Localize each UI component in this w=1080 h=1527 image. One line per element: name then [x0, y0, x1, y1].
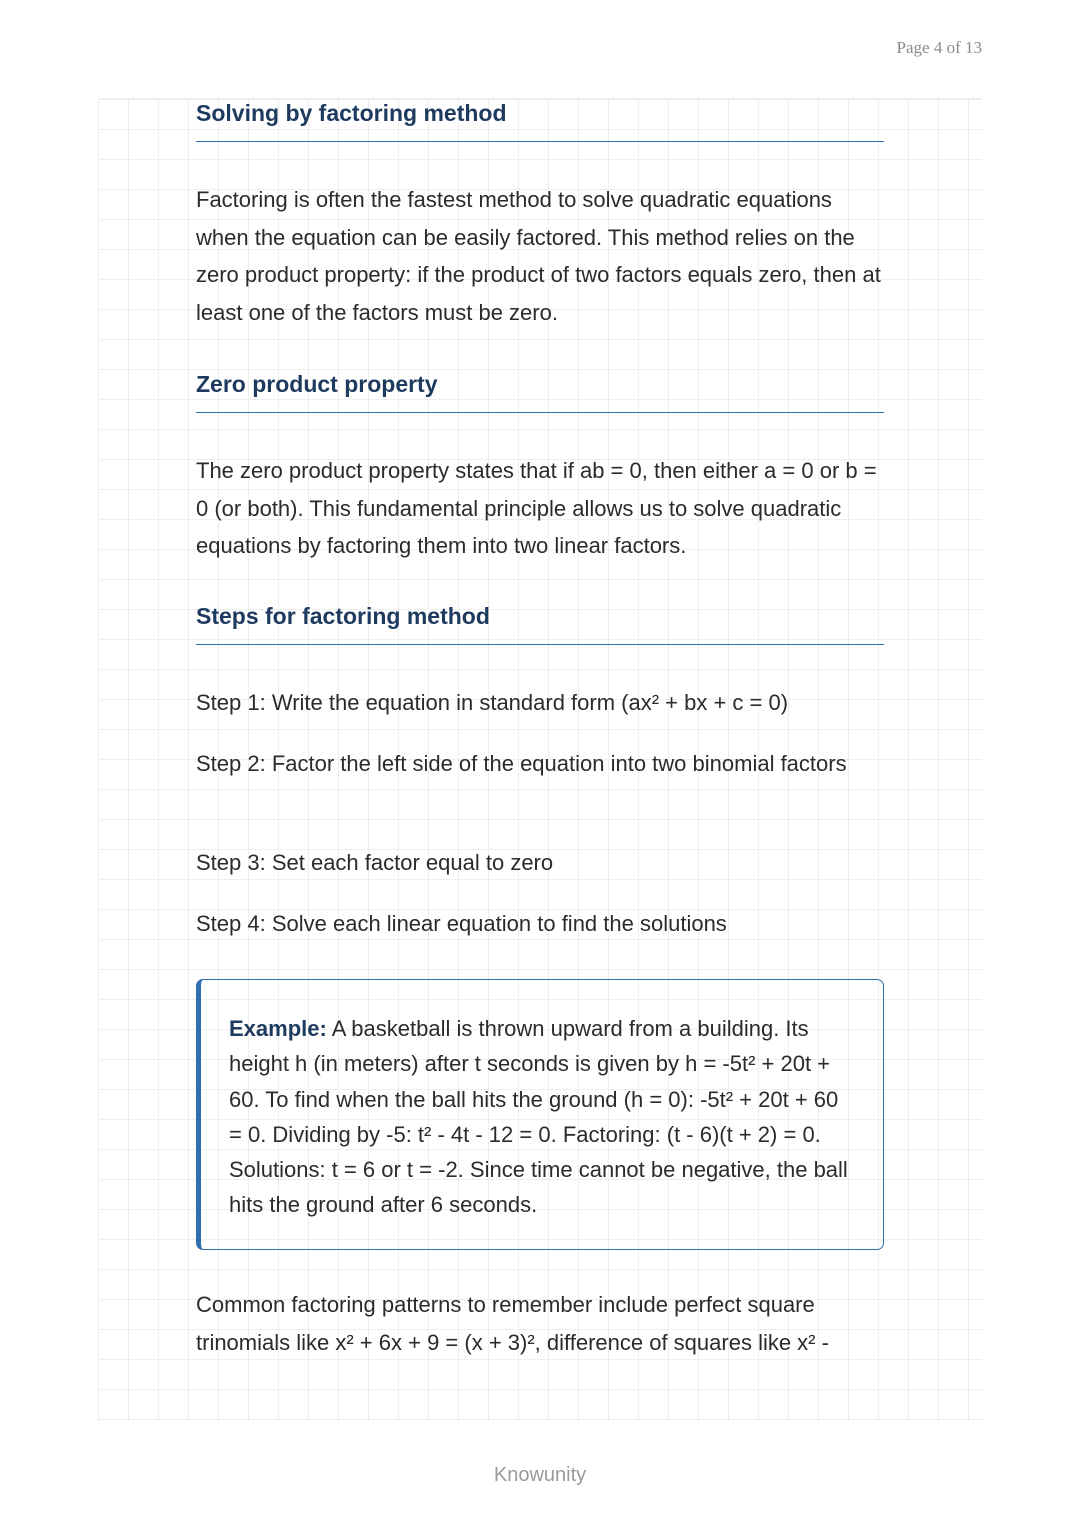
- step-2: Step 2: Factor the left side of the equation into two binomial factors: [196, 751, 847, 776]
- example-box: [196, 979, 884, 1250]
- heading-factoring-method: Solving by factoring method: [196, 98, 884, 142]
- page-number: Page 4 of 13: [896, 38, 982, 57]
- step-1: Step 1: Write the equation in standard form (ax² + bx + c = 0): [196, 690, 789, 715]
- paragraph-factoring-intro: Factoring is often the fastest method to solve quadratic equations when the equation can be easily factored. This method relies on the zero product property: if the product of two factors equals zero, then at least one of the factors must be zero.: [196, 187, 881, 325]
- heading-zero-product-property: Zero product property: [196, 369, 884, 413]
- example-text: A basketball is thrown upward from a building. Its height h (in meters) after t seconds is given by h = -5t² + 20t + 60. To find when the ball hits the ground (h = 0): -5t² + 20t + 60 = 0. Dividing by -5: t² - 4t - 12 = 0. Factoring: (t - 6)(t + 2) = 0. Solutions: t = 6 or t = -2. Since time cannot be negative, the ball hits the ground after 6 seconds.: [229, 1016, 848, 1218]
- footer-brand: Knowunity: [493, 1464, 587, 1486]
- step-4: Step 4: Solve each linear equation to find the solutions: [196, 911, 727, 936]
- paragraph-zero-product: The zero product property states that if ab = 0, then either a = 0 or b = 0 (or both). This fundamental principle allows us to solve quadratic equations by factoring them into two linear factors.: [196, 458, 877, 558]
- step-3: Step 3: Set each factor equal to zero: [196, 850, 554, 875]
- paragraph-common-patterns: Common factoring patterns to remember include perfect square trinomials like x² + 6x + 9 = (x + 3)², difference of squares like x² -: [196, 1292, 829, 1355]
- heading-steps-factoring: Steps for factoring method: [196, 601, 884, 645]
- example-label: Example:: [229, 1016, 327, 1041]
